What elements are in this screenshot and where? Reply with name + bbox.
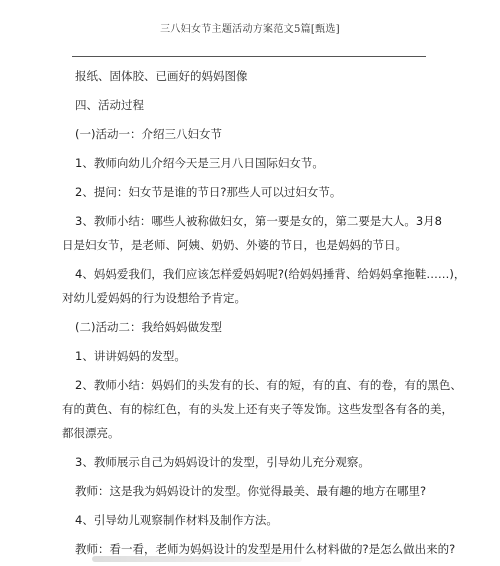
paragraph-step-3-line1: 3、教师小结：哪些人被称做妇女，第一要是女的，第二要是大人。3月8: [75, 214, 442, 228]
paragraph-step-4-line1: 4、妈妈爱我们，我们应该怎样爱妈妈呢?(给妈妈捶背、给妈妈拿拖鞋……)，: [75, 267, 466, 281]
paragraph-step-1: 1、教师向幼儿介绍今天是三月八日国际妇女节。: [75, 156, 324, 170]
paragraph-step-4-line2: 对幼儿爱妈妈的行为设想给予肯定。: [62, 291, 246, 305]
page-header-title: 三八妇女节主题活动方案范文5篇[甄选]: [160, 24, 340, 35]
paragraph-step-2: 2、提问：妇女节是谁的节日?那些人可以过妇女节。: [75, 185, 342, 199]
paragraph-hair-step-2-line1: 2、教师小结：妈妈们的头发有的长、有的短，有的直、有的卷，有的黑色、: [75, 378, 462, 392]
heading-activity-two: (二)活动二：我给妈妈做发型: [75, 320, 222, 334]
header-divider: [72, 56, 426, 57]
paragraph-step-3-line2: 日是妇女节，是老师、阿姨、奶奶、外婆的节日，也是妈妈的节日。: [62, 238, 407, 252]
paragraph-hair-step-3: 3、教师展示自己为妈妈设计的发型，引导幼儿充分观察。: [75, 455, 370, 469]
cut-off-text-line: [92, 556, 302, 562]
document-body: [62, 64, 466, 561]
heading-activity-one: (一)活动一：介绍三八妇女节: [75, 127, 222, 141]
paragraph-teacher-quote-1: 教师：这是我为妈妈设计的发型。你觉得最美、最有趣的地方在哪里?: [75, 484, 427, 498]
paragraph-hair-step-4: 4、引导幼儿观察制作材料及制作方法。: [75, 513, 278, 527]
paragraph-materials: 报纸、固体胶、已画好的妈妈图像: [75, 69, 248, 83]
paragraph-hair-step-2-line2: 有的黄色、有的棕红色，有的头发上还有夹子等发饰。这些发型各有各的美，: [62, 402, 453, 416]
paragraph-hair-step-1: 1、讲讲妈妈的发型。: [75, 349, 186, 363]
heading-activity-process: 四、活动过程: [75, 98, 144, 112]
paragraph-teacher-quote-2: 教师：看一看，老师为妈妈设计的发型是用什么材料做的?是怎么做出来的?: [75, 542, 456, 556]
paragraph-hair-step-2-line3: 都很漂亮。: [62, 426, 120, 440]
